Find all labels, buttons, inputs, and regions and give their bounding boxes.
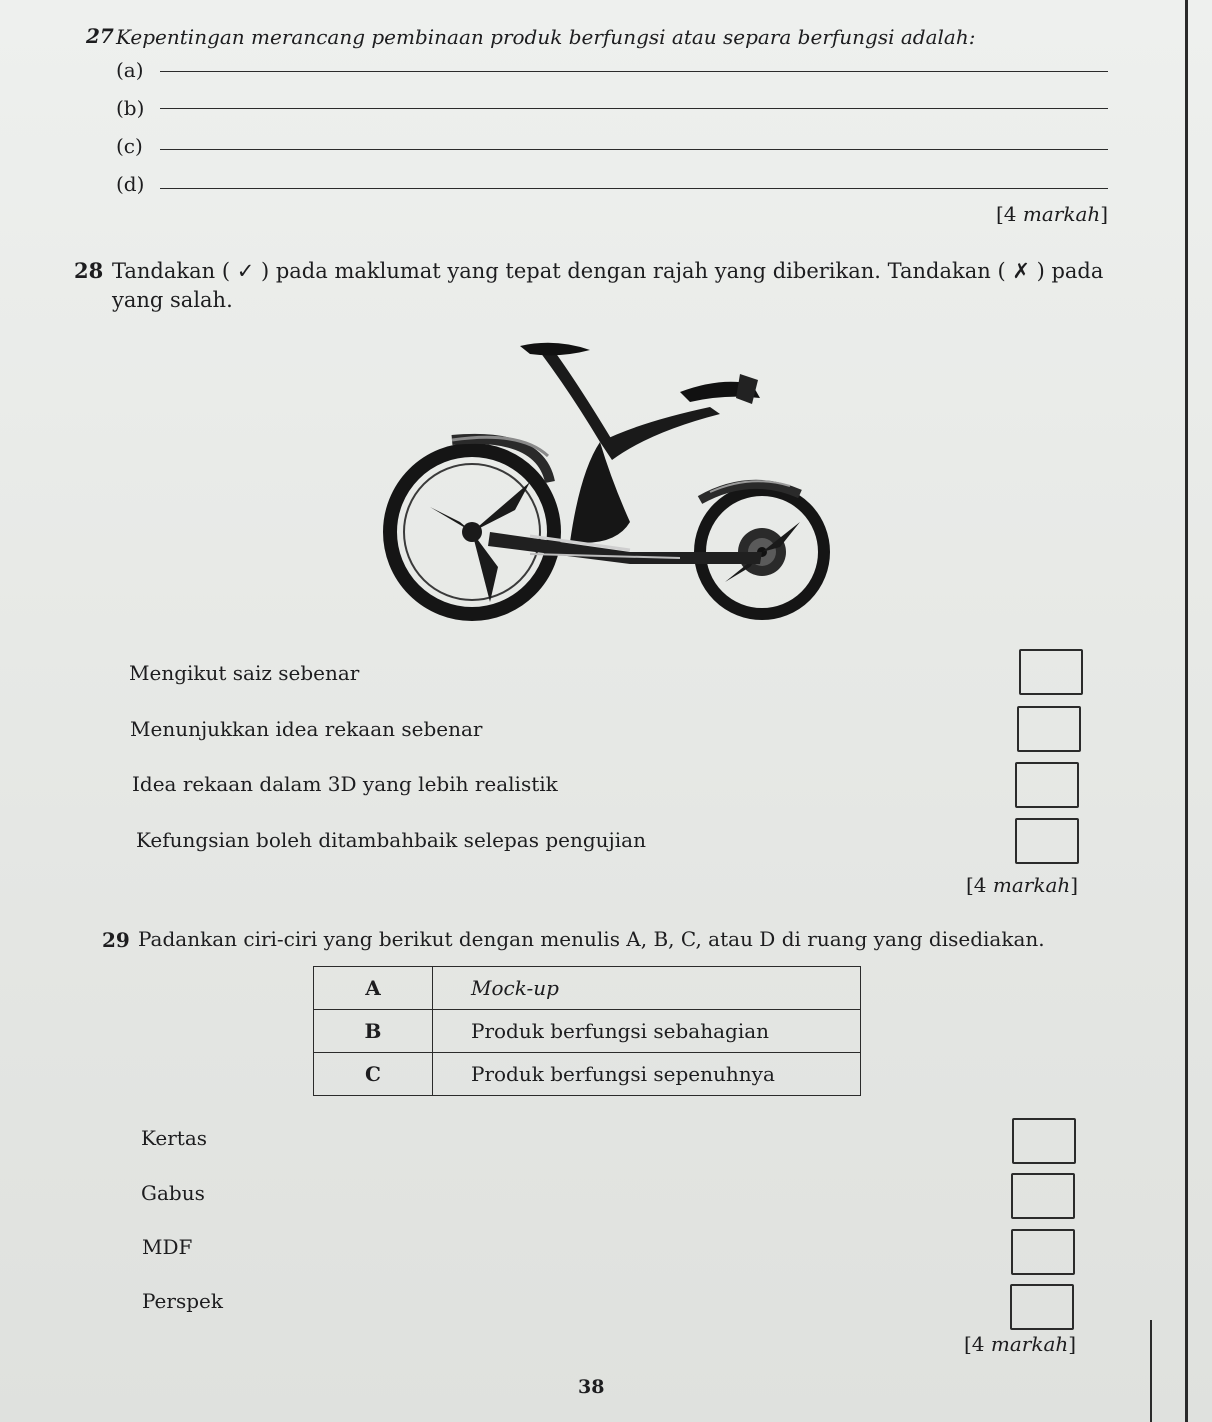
table-row bbox=[314, 1053, 861, 1096]
q29-item-4: Perspek bbox=[142, 1289, 223, 1313]
q29-item-3: MDF bbox=[142, 1235, 193, 1259]
q29-number: 29 bbox=[102, 928, 130, 952]
table-row bbox=[314, 967, 861, 1010]
table-row bbox=[314, 1010, 861, 1053]
futuristic-bicycle-image bbox=[380, 332, 840, 632]
q28-number: 28 bbox=[74, 258, 104, 283]
q27-label-a: (a) bbox=[116, 58, 144, 82]
q28-statement-2: Menunjukkan idea rekaan sebenar bbox=[130, 717, 483, 741]
q29-text: Padankan ciri-ciri yang berikut dengan menulis A, B, C, atau D di ruang yang disediakan. bbox=[138, 927, 1045, 951]
q28-answer-box-2[interactable] bbox=[1017, 706, 1081, 752]
page-number: 38 bbox=[578, 1376, 605, 1398]
legend-key: A bbox=[314, 967, 433, 1010]
legend-value: Produk berfungsi sebahagian bbox=[433, 1010, 861, 1053]
q27-label-d: (d) bbox=[116, 172, 145, 196]
q28-marks: [4 markah] bbox=[966, 873, 1079, 897]
q27-marks: [4 markah] bbox=[996, 202, 1109, 226]
legend-key: C bbox=[314, 1053, 433, 1096]
q29-item-1: Kertas bbox=[141, 1126, 208, 1150]
q28-answer-box-4[interactable] bbox=[1015, 818, 1079, 864]
q29-answer-box-2[interactable] bbox=[1011, 1173, 1075, 1219]
q28-answer-box-3[interactable] bbox=[1015, 762, 1079, 808]
q27-label-b: (b) bbox=[116, 96, 145, 120]
q27-answer-line-c[interactable] bbox=[160, 149, 1108, 150]
legend-value: Produk berfungsi sepenuhnya bbox=[433, 1053, 861, 1096]
q29-item-2: Gabus bbox=[141, 1181, 205, 1205]
q28-statement-1: Mengikut saiz sebenar bbox=[129, 661, 360, 685]
page-edge-line-bottom bbox=[1150, 1320, 1152, 1422]
q27-number: 27 bbox=[86, 24, 114, 48]
legend-value: Mock-up bbox=[433, 967, 861, 1010]
q29-marks: [4 markah] bbox=[964, 1332, 1077, 1356]
q27-text: Kepentingan merancang pembinaan produk berfungsi atau separa berfungsi adalah: bbox=[116, 25, 976, 49]
q27-label-c: (c) bbox=[116, 134, 143, 158]
q29-legend-table bbox=[313, 966, 861, 1096]
q27-answer-line-d[interactable] bbox=[160, 188, 1108, 189]
q28-text-line1: Tandakan ( ✓ ) pada maklumat yang tepat dengan rajah yang diberikan. Tandakan ( ✗ ) pada bbox=[112, 259, 1104, 283]
q27-answer-line-a[interactable] bbox=[160, 71, 1108, 72]
q29-answer-box-4[interactable] bbox=[1010, 1284, 1074, 1330]
q28-statement-3: Idea rekaan dalam 3D yang lebih realistik bbox=[132, 772, 558, 796]
q29-answer-box-3[interactable] bbox=[1011, 1229, 1075, 1275]
q28-statement-4: Kefungsian boleh ditambahbaik selepas pengujian bbox=[136, 828, 646, 852]
q28-text-line2: yang salah. bbox=[112, 288, 233, 312]
q29-answer-box-1[interactable] bbox=[1012, 1118, 1076, 1164]
q28-answer-box-1[interactable] bbox=[1019, 649, 1083, 695]
q27-answer-line-b[interactable] bbox=[160, 108, 1108, 109]
legend-key: B bbox=[314, 1010, 433, 1053]
page-edge-line bbox=[1185, 0, 1188, 1422]
